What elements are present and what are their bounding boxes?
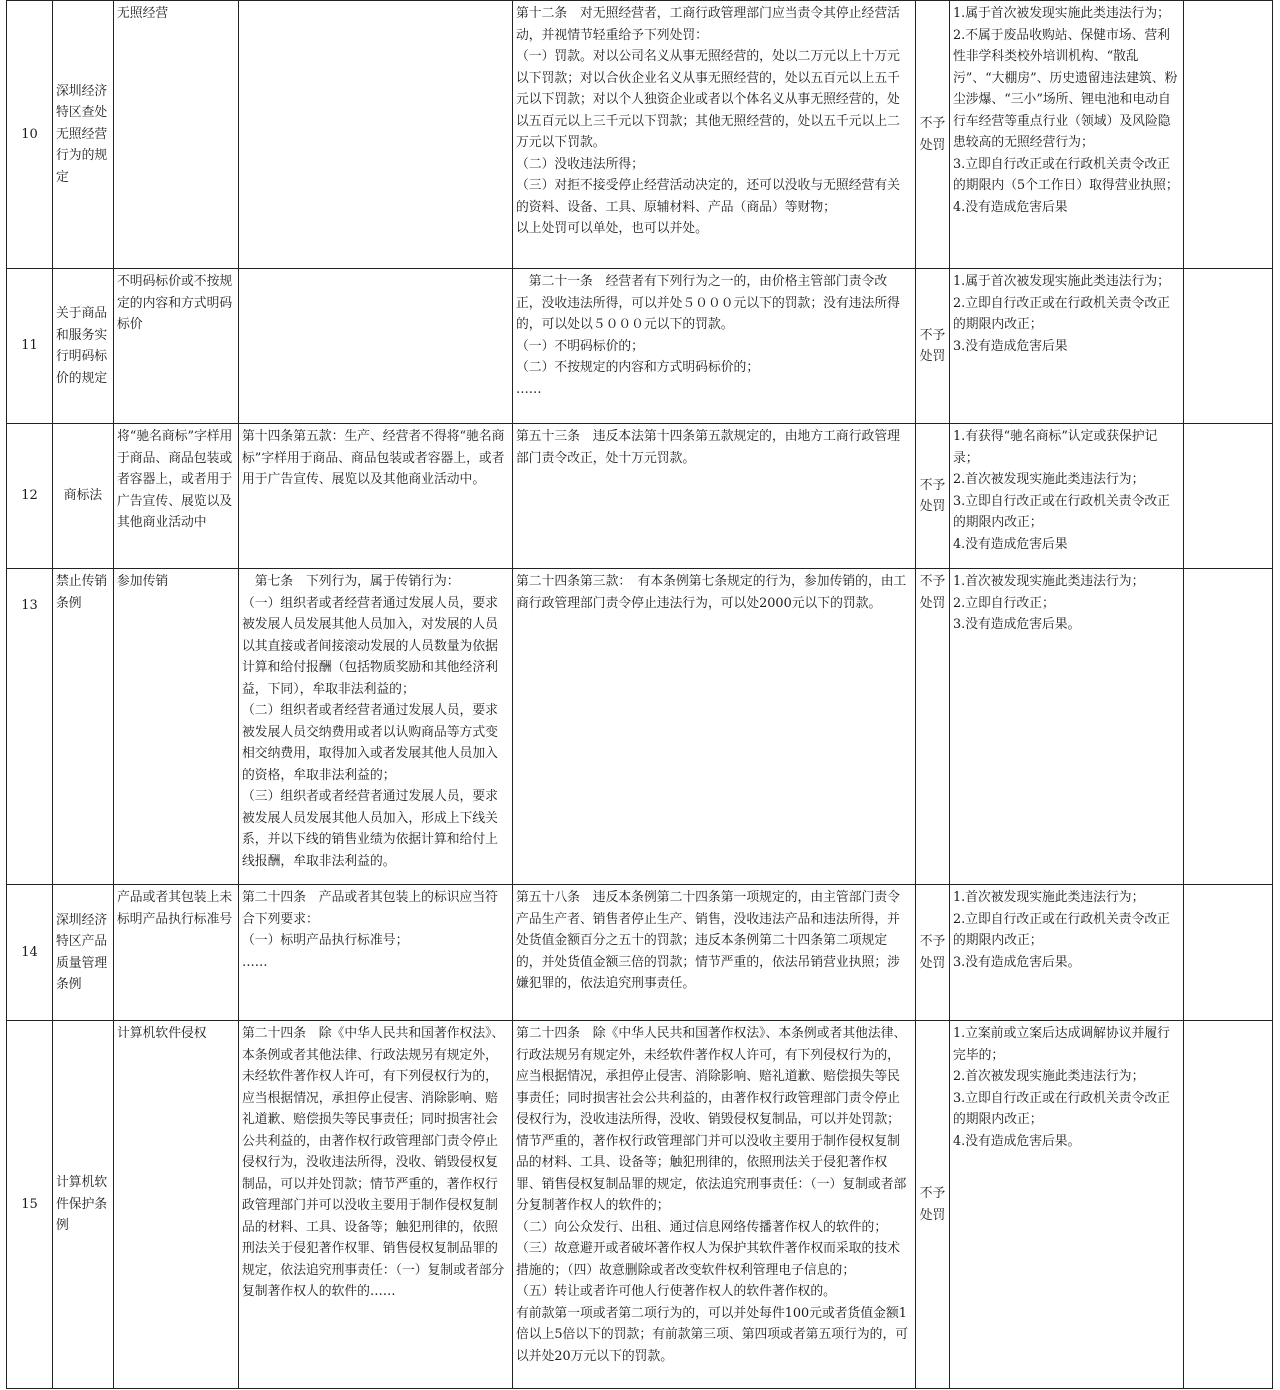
- empty-cell: [1184, 1, 1273, 269]
- table-row: [7, 1, 1273, 269]
- provision-text: 第十四条第五款：生产、经营者不得将“驰名商标”字样用于商品、商品包装或者容器上，或者用于广告宣传、展览以及其他商业活动中。: [239, 424, 513, 569]
- conditions-text: 1.有获得“驰名商标”认定或获保护记录； 2.首次被发现实施此类违法行为； 3.立即自行改正或在行政机关责令改正的期限内改正； 4.没有造成危害后果: [950, 424, 1184, 569]
- row-number: 12: [7, 424, 53, 569]
- penalty-table: [6, 0, 1273, 1389]
- law-name: 深圳经济特区查处无照经营行为的规定: [53, 1, 114, 269]
- row-number: 13: [7, 569, 53, 885]
- decision-text: 不予处罚: [916, 269, 950, 424]
- table-row: [7, 1021, 1273, 1389]
- law-name: 深圳经济特区产品质量管理条例: [53, 885, 114, 1021]
- row-number: 15: [7, 1021, 53, 1389]
- conditions-text: 1.属于首次被发现实施此类违法行为； 2.立即自行改正或在行政机关责令改正的期限内改正； 3.没有造成危害后果: [950, 269, 1184, 424]
- decision-text: 不予处罚: [916, 569, 950, 885]
- row-number: 11: [7, 269, 53, 424]
- provision-text: 第七条 下列行为，属于传销行为： （一）组织者或者经营者通过发展人员，要求被发展人员发展其他人员加入，对发展的人员以其直接或者间接滚动发展的人员数量为依据计算和给付报酬（包括物质奖励和其他经济利益，下同），牟取非法利益的； （二）组织者或者经营者通过发展人员，要求被发展人员交纳费用或者以认购商品等方式变相交纳费用，取得加入或者发展其他人员加入的资格，牟取非法利益的； （三）组织者或者经营者通过发展人员，要求被发展人员发展其他人员加入，形成上下线关系，并以下线的销售业绩为依据计算和给付上线报酬，牟取非法利益的。: [239, 569, 513, 885]
- violation-act: 不明码标价或不按规定的内容和方式明码标价: [114, 269, 239, 424]
- table-row: [7, 569, 1273, 885]
- punishment-text: 第二十四条 除《中华人民共和国著作权法》、本条例或者其他法律、行政法规另有规定外，未经软件著作权人许可，有下列侵权行为的，应当根据情况，承担停止侵害、消除影响、赔礼道歉、赔偿损失等民事责任；同时损害社会公共利益的，由著作权行政管理部门责令停止侵权行为，没收违法所得，没收、销毁侵权复制品，可以并处罚款；情节严重的，著作权行政管理部门并可以没收主要用于制作侵权复制品的材料、工具、设备等；触犯刑律的，依照刑法关于侵犯著作权罪、销售侵权复制品罪的规定，依法追究刑事责任：（一）复制或者部分复制著作权人的软件的； （二）向公众发行、出租、通过信息网络传播著作权人的软件的； （三）故意避开或者破坏著作权人为保护其软件著作权而采取的技术措施的；（四）故意删除或者改变软件权利管理电子信息的； （五）转让或者许可他人行使著作权人的软件著作权的。 有前款第一项或者第二项行为的，可以并处每件100元或者货值金额1倍以上5倍以下的罚款；有前款第三项、第四项或者第五项行为的，可以并处20万元以下的罚款。: [513, 1021, 916, 1389]
- table-row: [7, 885, 1273, 1021]
- row-number: 14: [7, 885, 53, 1021]
- provision-text: 第二十四条 除《中华人民共和国著作权法》、本条例或者其他法律、行政法规另有规定外，未经软件著作权人许可，有下列侵权行为的，应当根据情况，承担停止侵害、消除影响、赔礼道歉、赔偿损失等民事责任；同时损害社会公共利益的，由著作权行政管理部门责令停止侵权行为，没收违法所得，没收、销毁侵权复制品，可以并处罚款；情节严重的，著作权行政管理部门并可以没收主要用于制作侵权复制品的材料、工具、设备等；触犯刑律的，依照刑法关于侵犯著作权罪、销售侵权复制品罪的规定，依法追究刑事责任：（一）复制或者部分复制著作权人的软件的……: [239, 1021, 513, 1389]
- violation-act: 将“驰名商标”字样用于商品、商品包装或者容器上，或者用于广告宣传、展览以及其他商业活动中: [114, 424, 239, 569]
- empty-cell: [1184, 269, 1273, 424]
- violation-act: 计算机软件侵权: [114, 1021, 239, 1389]
- punishment-text: 第二十四条第三款： 有本条例第七条规定的行为，参加传销的，由工商行政管理部门责令停止违法行为，可以处2000元以下的罚款。: [513, 569, 916, 885]
- empty-cell: [1184, 424, 1273, 569]
- law-name: 计算机软件保护条例: [53, 1021, 114, 1389]
- punishment-text: 第十二条 对无照经营者，工商行政管理部门应当责令其停止经营活动，并视情节轻重给予下列处罚： （一）罚款。对以公司名义从事无照经营的，处以二万元以上十万元以下罚款；对以合伙企业名义从事无照经营的，处以五百元以上五千元以下罚款；对以个人独资企业或者以个体名义从事无照经营的，处以五百元以上三千元以下罚款；其他无照经营的，处以五千元以上二万元以下罚款。 （二）没收违法所得； （三）对拒不接受停止经营活动决定的，还可以没收与无照经营有关的资料、设备、工具、原辅材料、产品（商品）等财物； 以上处罚可以单处，也可以并处。: [513, 1, 916, 269]
- decision-text: 不予处罚: [916, 1, 950, 269]
- law-name: 商标法: [53, 424, 114, 569]
- decision-text: 不予处罚: [916, 424, 950, 569]
- empty-cell: [1184, 569, 1273, 885]
- table-body: [7, 1, 1273, 1389]
- punishment-text: 第二十一条 经营者有下列行为之一的，由价格主管部门责令改正，没收违法所得，可以并处５０００元以下的罚款；没有违法所得的，可以处以５０００元以下的罚款。 （一）不明码标价的； （二）不按规定的内容和方式明码标价的； ……: [513, 269, 916, 424]
- law-name: 关于商品和服务实行明码标价的规定: [53, 269, 114, 424]
- decision-text: 不予处罚: [916, 885, 950, 1021]
- law-name: 禁止传销条例: [53, 569, 114, 885]
- provision-text: [239, 269, 513, 424]
- table-row: [7, 269, 1273, 424]
- empty-cell: [1184, 1021, 1273, 1389]
- violation-act: 参加传销: [114, 569, 239, 885]
- violation-act: 产品或者其包装上未标明产品执行标准号: [114, 885, 239, 1021]
- provision-text: 第二十四条 产品或者其包装上的标识应当符合下列要求： （一）标明产品执行标准号； ……: [239, 885, 513, 1021]
- table-row: [7, 424, 1273, 569]
- punishment-text: 第五十八条 违反本条例第二十四条第一项规定的，由主管部门责令产品生产者、销售者停止生产、销售，没收违法产品和违法所得，并处货值金额百分之五十的罚款；违反本条例第二十四条第二项规定的，并处货值金额三倍的罚款；情节严重的，依法吊销营业执照；涉嫌犯罪的，依法追究刑事责任。: [513, 885, 916, 1021]
- conditions-text: 1.首次被发现实施此类违法行为； 2.立即自行改正或在行政机关责令改正的期限内改正； 3.没有造成危害后果。: [950, 885, 1184, 1021]
- conditions-text: 1.立案前或立案后达成调解协议并履行完毕的； 2.首次被发现实施此类违法行为； 3.立即自行改正或在行政机关责令改正的期限内改正； 4.没有造成危害后果。: [950, 1021, 1184, 1389]
- decision-text: 不予处罚: [916, 1021, 950, 1389]
- conditions-text: 1.首次被发现实施此类违法行为； 2.立即自行改正； 3.没有造成危害后果。: [950, 569, 1184, 885]
- empty-cell: [1184, 885, 1273, 1021]
- row-number: 10: [7, 1, 53, 269]
- provision-text: [239, 1, 513, 269]
- punishment-text: 第五十三条 违反本法第十四条第五款规定的，由地方工商行政管理部门责令改正，处十万元罚款。: [513, 424, 916, 569]
- violation-act: 无照经营: [114, 1, 239, 269]
- conditions-text: 1.属于首次被发现实施此类违法行为； 2.不属于废品收购站、保健市场、营利性非学科类校外培训机构、“散乱污”、“大棚房”、历史遗留违法建筑、粉尘涉爆、“三小”场所、锂电池和电动自行车经营等重点行业（领域）及风险隐患较高的无照经营行为； 3.立即自行改正或在行政机关责令改正的期限内（5个工作日）取得营业执照； 4.没有造成危害后果: [950, 1, 1184, 269]
